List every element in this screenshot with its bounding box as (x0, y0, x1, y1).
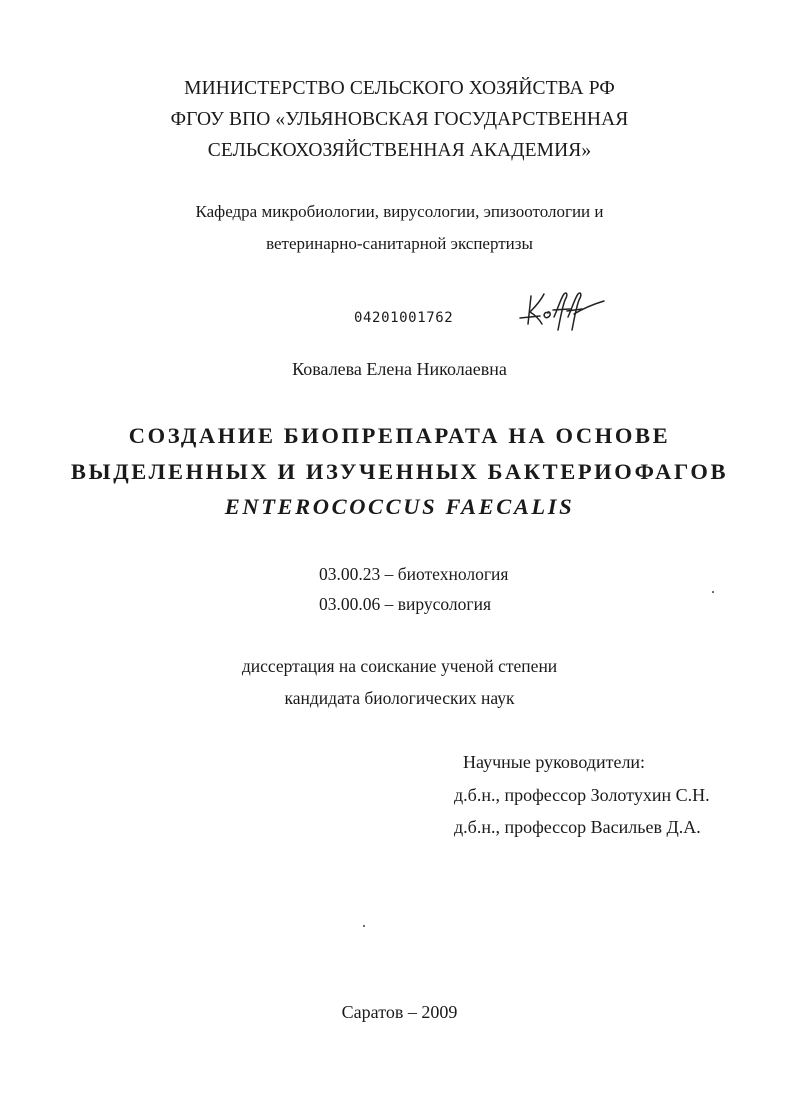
dissertation-title-line2: ВЫДЕЛЕННЫХ И ИЗУЧЕННЫХ БАКТЕРИОФАГОВ (70, 459, 729, 484)
supervisor-2: д.б.н., профессор Васильев Д.А. (454, 817, 701, 837)
specialty-code-2: 03.00.06 – вирусология (319, 594, 492, 614)
author-name: Ковалева Елена Николаевна (292, 359, 507, 379)
specialty-code-1: 03.00.23 – биотехнология (319, 564, 509, 584)
degree-statement-line1: диссертация на соискание ученой степени (241, 656, 558, 676)
department-line2: ветеринарно-санитарной экспертизы (266, 234, 533, 253)
institution-name-line1: ФГОУ ВПО «УЛЬЯНОВСКАЯ ГОСУДАРСТВЕННАЯ (170, 109, 629, 130)
institution-name-line2: СЕЛЬСКОХОЗЯЙСТВЕННАЯ АКАДЕМИЯ» (207, 140, 592, 161)
city-and-year: Саратов – 2009 (341, 1002, 458, 1022)
dissertation-title-species: ENTEROCOCCUS FAECALIS (224, 494, 575, 519)
department-line1: Кафедра микробиологии, вирусологии, эпизоотологии и (195, 202, 604, 221)
ministry-name: МИНИСТЕРСТВО СЕЛЬСКОГО ХОЗЯЙСТВА РФ (184, 78, 615, 99)
registration-number: 04201001762 (354, 310, 454, 326)
supervisor-1: д.б.н., профессор Золотухин С.Н. (454, 785, 710, 805)
dissertation-title-line1: СОЗДАНИЕ БИОПРЕПАРАТА НА ОСНОВЕ (128, 423, 671, 448)
scan-speck (712, 591, 714, 593)
scan-speck (363, 925, 365, 927)
degree-statement-line2: кандидата биологических наук (284, 688, 515, 708)
supervisors-heading: Научные руководители: (463, 752, 646, 772)
handwritten-signature (514, 286, 608, 334)
